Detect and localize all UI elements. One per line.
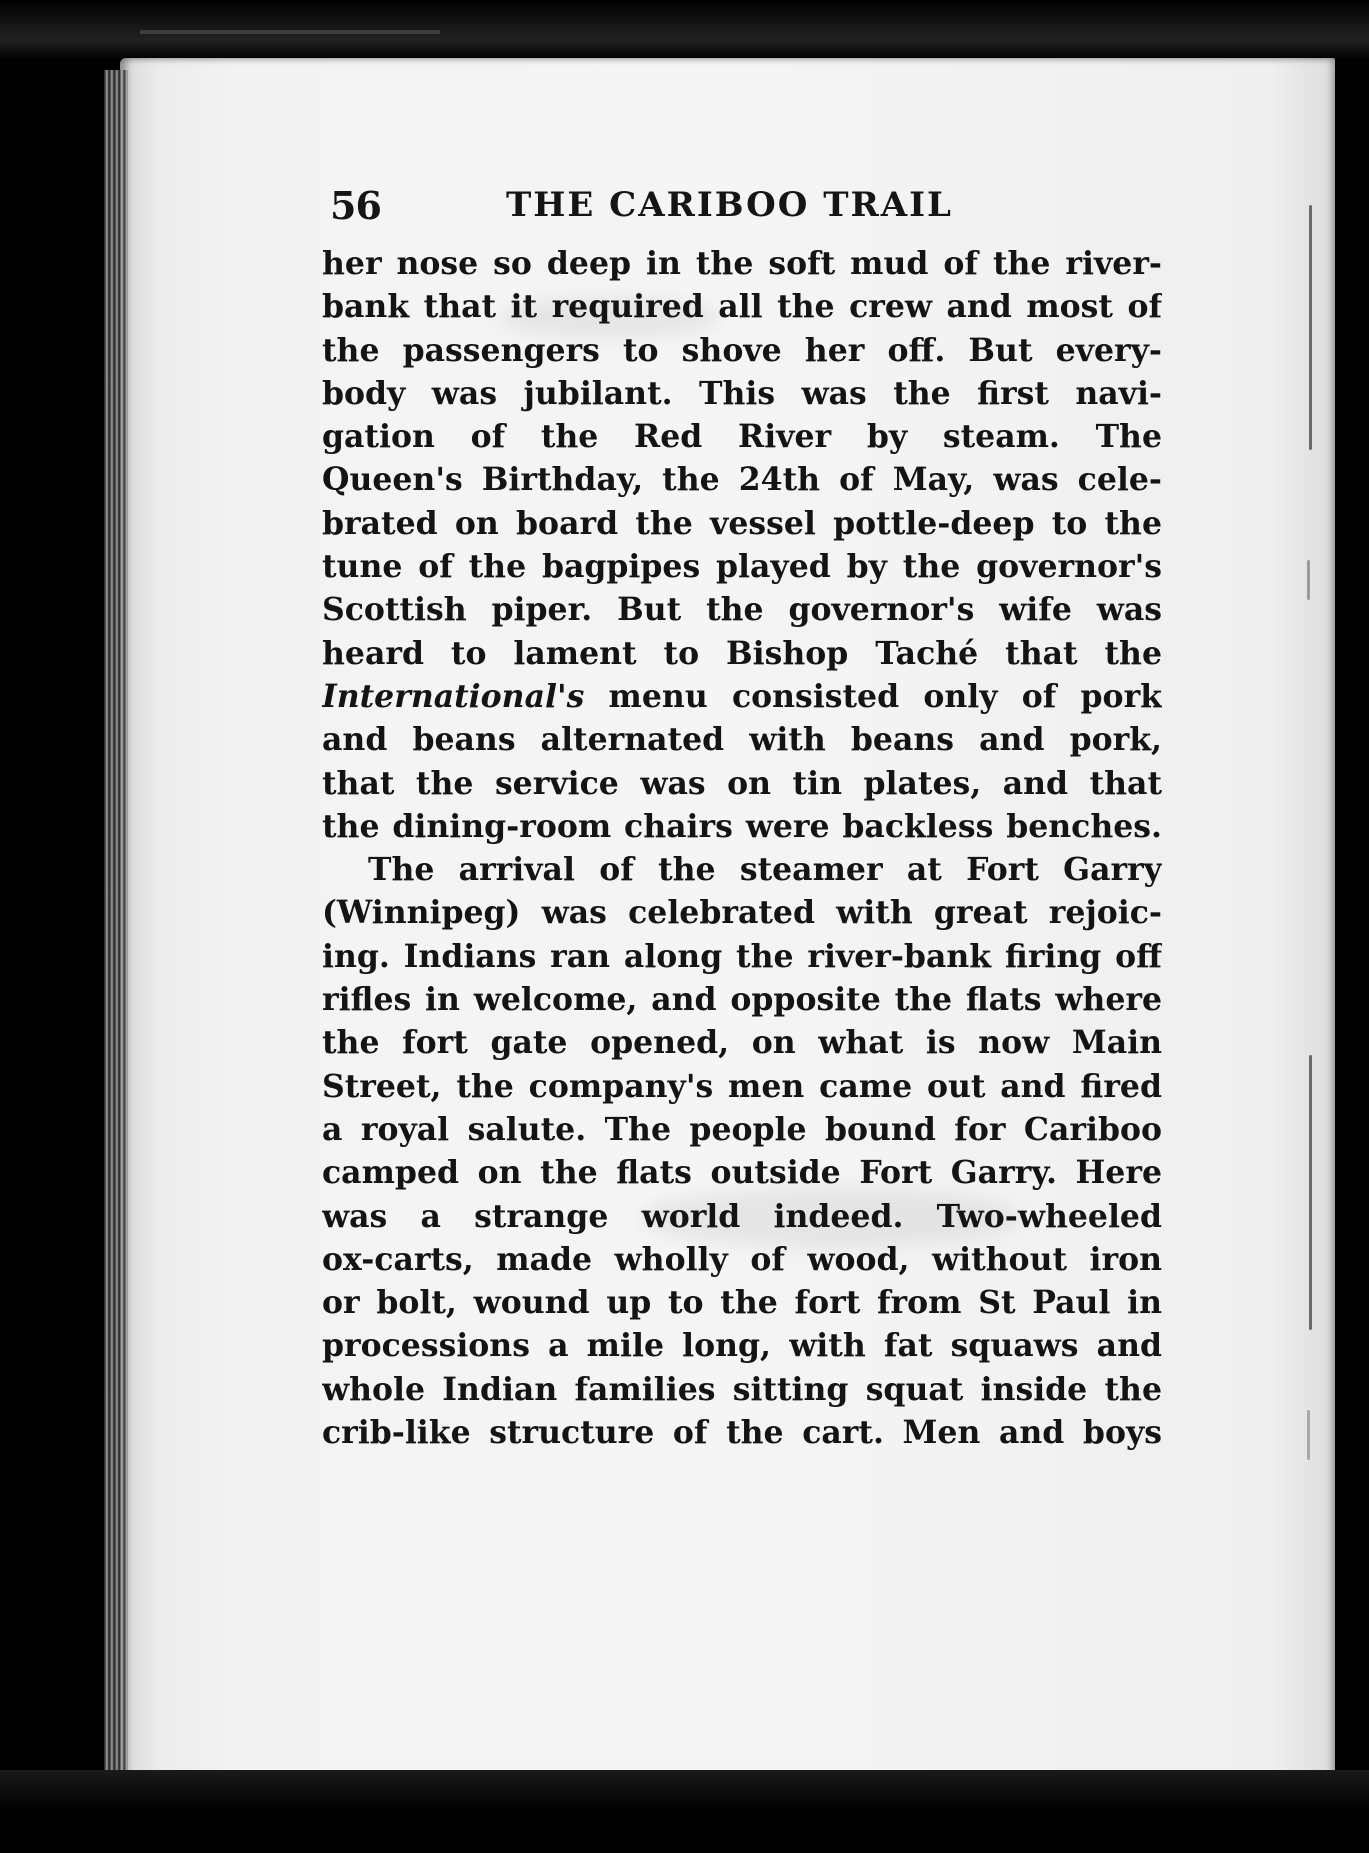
page-number: 56 (330, 183, 381, 228)
body-text (322, 242, 1162, 1454)
text-line: tune of the bagpipes played by the governor's (322, 548, 1162, 586)
text-line-rest: menu consisted only of pork (584, 677, 1162, 715)
text-line (322, 675, 1162, 718)
text-line: Queen's Birthday, the 24th of May, was cele- (322, 461, 1162, 499)
text-line: crib-like structure of the cart. Men and boys (322, 1414, 1162, 1452)
text-line: the passengers to shove her off. But every- (322, 331, 1162, 369)
text-line: ox-carts, made wholly of wood, without iron (322, 1240, 1162, 1278)
text-line: gation of the Red River by steam. The (322, 418, 1162, 456)
text-line: (Winnipeg) was celebrated with great rejoic- (322, 894, 1162, 932)
text-line: and beans alternated with beans and pork, (322, 721, 1162, 759)
text-line: Street, the company's men came out and fired (322, 1067, 1162, 1105)
running-title: THE CARIBOO TRAIL (506, 185, 953, 225)
top-streak (140, 30, 440, 34)
text-line: a royal salute. The people bound for Cariboo (322, 1110, 1162, 1148)
margin-mark (1307, 560, 1310, 600)
text-line: bank that it required all the crew and most of (322, 288, 1162, 326)
text-line: her nose so deep in the soft mud of the river- (322, 245, 1162, 282)
text-line: camped on the flats outside Fort Garry. Here (322, 1154, 1162, 1192)
text-line: brated on board the vessel pottle-deep to the (322, 504, 1162, 542)
text-line: the fort gate opened, on what is now Main (322, 1024, 1162, 1062)
book-binding-edge (104, 70, 128, 1770)
text-line: the dining-room chairs were backless benches. (322, 807, 1162, 845)
text-line: whole Indian families sitting squat inside the (322, 1370, 1162, 1408)
running-head (330, 183, 1150, 233)
text-line: rifles in welcome, and opposite the flats where (322, 981, 1162, 1019)
text-line: processions a mile long, with fat squaws and (322, 1327, 1162, 1365)
ship-name: International's (322, 677, 585, 715)
margin-mark (1307, 1410, 1310, 1460)
text-line: Scottish piper. But the governor's wife was (322, 591, 1162, 629)
bottom-shadow (0, 1770, 1369, 1853)
text-line: body was jubilant. This was the first navi- (322, 374, 1162, 412)
margin-mark (1309, 1055, 1312, 1330)
text-line: ing. Indians ran along the river-bank firing off (322, 937, 1162, 975)
text-line: The arrival of the steamer at Fort Garry (368, 851, 1162, 889)
margin-mark (1309, 205, 1312, 450)
text-line: heard to lament to Bishop Taché that the (322, 634, 1162, 672)
text-line: that the service was on tin plates, and that (322, 764, 1162, 802)
text-line: or bolt, wound up to the fort from St Paul in (322, 1284, 1162, 1322)
text-line: was a strange world indeed. Two-wheeled (322, 1197, 1162, 1235)
